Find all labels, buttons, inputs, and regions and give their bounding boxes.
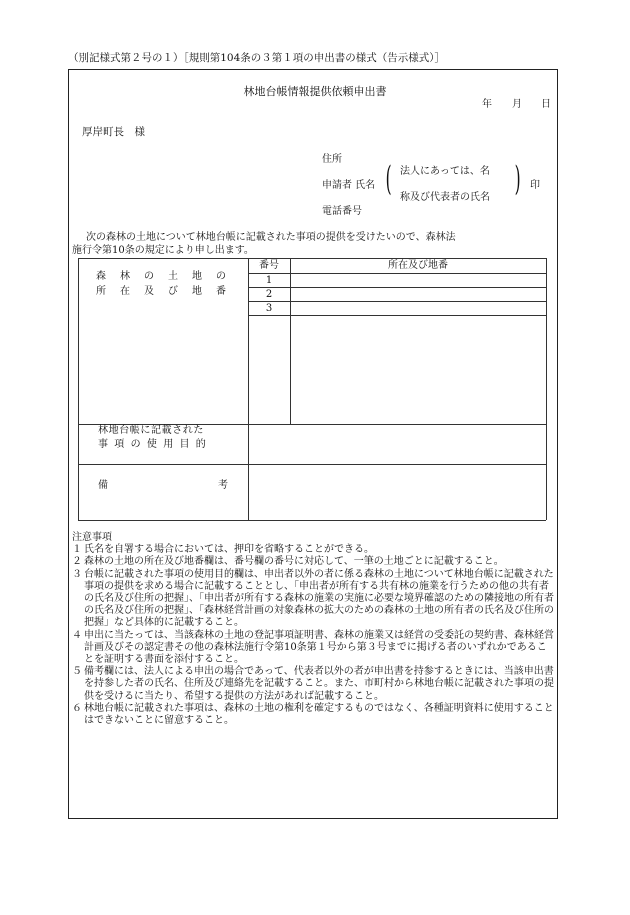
note-3-text: 台帳に記載された事項の使用目的欄は、申出者以外の者に係る森林の土地について林地台帳に記載された事項の提供を求める場合に記載することとし、「申出者が所有する共有林の施業を行うための他の共有者の氏名及び住所の把握」、「申出者が所有する森林の施業の実施に必要な境界確認のための隣接地の所有者の氏名及び住所の把握」、「森林経営計画の対象森林の拡大のための森林の土地の所有者の氏名及び住所の把握」など具体的に記載すること。 xyxy=(84,568,554,629)
note-3 xyxy=(72,569,554,630)
table-border-left xyxy=(78,258,79,520)
purpose-label-line1: 林地台帳に記載された xyxy=(98,425,204,436)
form-header: （別記様式第２号の１）［規則第104条の３第１項の申出書の様式（告示様式）］ xyxy=(68,52,446,64)
remarks-label-b: 考 xyxy=(218,480,228,491)
note-6 xyxy=(72,703,554,727)
note-4 xyxy=(72,630,554,667)
note-2 xyxy=(72,556,554,568)
row-number-3: 3 xyxy=(265,303,273,314)
purpose-label-line2: 事項の使用目的 xyxy=(98,439,213,450)
name-label: 申請者 氏名 xyxy=(322,180,376,191)
location-label-line1: 森 林 の 土 地 の xyxy=(96,271,226,282)
table-border-bottom xyxy=(78,520,546,521)
row-line-2 xyxy=(248,301,546,302)
label-column-divider xyxy=(248,258,249,520)
row-line-1 xyxy=(248,287,546,288)
column-header-number: 番号 xyxy=(259,260,279,271)
row-number-1: 1 xyxy=(265,275,273,286)
table-border-top xyxy=(78,258,546,259)
row-number-2: 2 xyxy=(265,289,273,300)
intro-line2: 施行令第10条の規定により申し出ます。 xyxy=(72,245,254,256)
row-line-header xyxy=(248,273,546,274)
remarks-label-a: 備 xyxy=(98,480,108,491)
note-1-number: １ xyxy=(72,544,82,556)
notes-heading: 注意事項 xyxy=(72,532,112,543)
location-label-line2: 所 在 及 び 地 番 xyxy=(96,286,226,297)
number-column-divider xyxy=(290,258,291,424)
address-label: 住所 xyxy=(322,154,342,165)
note-5 xyxy=(72,666,554,703)
note-3-number: ３ xyxy=(72,568,82,580)
note-1-text: 氏名を自署する場合においては、押印を省略することができる。 xyxy=(84,544,374,556)
note-2-number: ２ xyxy=(72,556,82,568)
note-4-number: ４ xyxy=(72,629,82,641)
note-4-text: 申出に当たっては、当該森林の土地の登記事項証明書、森林の施業又は経営の受委託の契約書、森林経営計画及びその認定書その他の森林法施行令第10条第１号から第３号までに掲げる者のいずれかであることを証明する書面を添付すること。 xyxy=(84,629,554,666)
form-title: 林地台帳情報提供依頼申出書 xyxy=(243,85,387,98)
seal-mark: 印 xyxy=(530,180,540,191)
row-line-3 xyxy=(248,315,546,316)
note-5-text: 備考欄には、法人による申出の場合であって、代表者以外の者が申出書を持参するときには、当該申出書を持参した者の氏名、住所及び連絡先を記載すること。また、市町村から林地台帳に記載された事項の提供を受けるに当たり、希望する提供の方法があれば記載すること。 xyxy=(84,666,554,702)
corp-note-line2: 称及び代表者の氏名 xyxy=(400,192,490,203)
notes-section xyxy=(72,532,554,727)
request-table xyxy=(78,258,546,520)
date-month: 月 xyxy=(512,99,522,110)
corp-note-line1: 法人にあっては、名 xyxy=(400,166,490,177)
right-bracket: ) xyxy=(514,159,521,199)
note-1 xyxy=(72,544,554,556)
note-6-text: 林地台帳に記載された事項は、森林の土地の権利を確定するものではなく、各種証明資料に使用することはできないことに留意すること。 xyxy=(84,702,554,727)
remarks-row-line xyxy=(78,464,546,465)
table-border-right xyxy=(546,258,547,520)
left-bracket: ( xyxy=(385,159,392,199)
date-year: 年 xyxy=(482,99,492,110)
note-5-number: ５ xyxy=(72,666,82,678)
column-header-location: 所在及び地番 xyxy=(388,260,448,271)
note-6-number: ６ xyxy=(72,702,82,714)
date-day: 日 xyxy=(541,99,551,110)
note-2-text: 森林の土地の所在及び地番欄は、番号欄の番号に対応して、一筆の土地ごとに記載すること。 xyxy=(84,556,504,568)
phone-label: 電話番号 xyxy=(322,206,362,217)
addressee: 厚岸町長 様 xyxy=(82,126,145,138)
intro-line1: 次の森林の土地について林地台帳に記載された事項の提供を受けたいので、森林法 xyxy=(86,232,456,243)
